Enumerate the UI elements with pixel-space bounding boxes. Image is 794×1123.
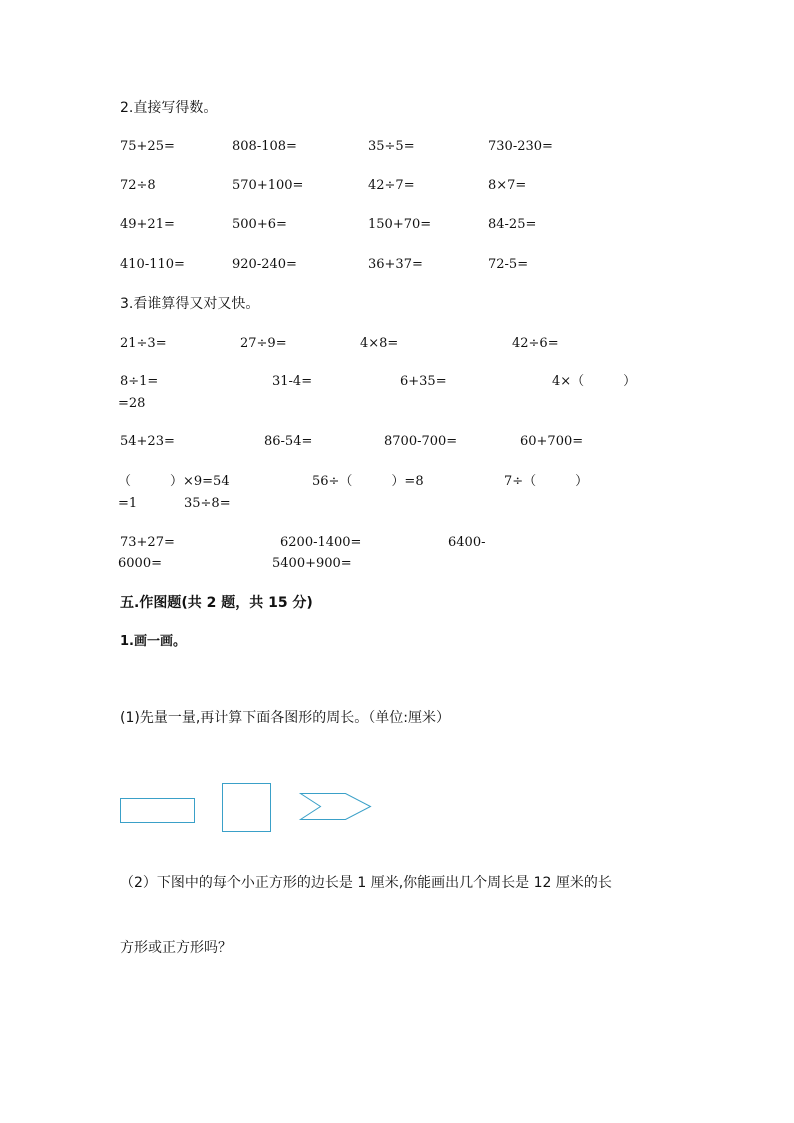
part-2-text-continued: 方形或正方形吗？ bbox=[120, 940, 232, 956]
problem: 72÷8 bbox=[120, 178, 156, 193]
problem: 84-25= bbox=[488, 217, 537, 232]
problem: 150+70= bbox=[368, 217, 432, 232]
square-figure bbox=[223, 784, 271, 832]
problem: 920-240= bbox=[232, 257, 297, 272]
problem: （ ）×9=54 bbox=[118, 474, 230, 489]
arrow-figure bbox=[301, 794, 371, 820]
problem: 56÷（ ）=8 bbox=[312, 474, 424, 489]
problem: 6400- bbox=[448, 535, 486, 550]
problem: 5400+900= bbox=[272, 556, 352, 571]
problem: 7÷（ ） bbox=[504, 474, 589, 489]
section-5-title: 五.作图题(共 2 题，共 15 分) bbox=[120, 595, 313, 611]
problem: 6200-1400= bbox=[280, 535, 362, 550]
problem-wrap: =28 bbox=[118, 396, 146, 411]
problem: 73+27= bbox=[120, 535, 175, 550]
rectangle-figure bbox=[121, 799, 195, 823]
problem: 86-54= bbox=[264, 434, 313, 449]
section-3-title: 3.看谁算得又对又快。 bbox=[120, 296, 260, 312]
problem: 75+25= bbox=[120, 139, 175, 154]
problem: 570+100= bbox=[232, 178, 304, 193]
problem: 500+6= bbox=[232, 217, 287, 232]
problem: 8×7= bbox=[488, 178, 527, 193]
part-1-text: (1)先量一量,再计算下面各图形的周长。（单位:厘米） bbox=[120, 710, 450, 726]
problem: 27÷9= bbox=[240, 336, 287, 351]
problem: 730-230= bbox=[488, 139, 553, 154]
problem: 6+35= bbox=[400, 374, 447, 389]
problem: 35÷5= bbox=[368, 139, 415, 154]
problem: 42÷6= bbox=[512, 336, 559, 351]
problem: 4×（ ） bbox=[552, 374, 637, 389]
problem: 8÷1= bbox=[120, 374, 159, 389]
problem: 21÷3= bbox=[120, 336, 167, 351]
problem: 42÷7= bbox=[368, 178, 415, 193]
problem: 4×8= bbox=[360, 336, 399, 351]
problem: 49+21= bbox=[120, 217, 175, 232]
problem-wrap: =1 bbox=[118, 496, 138, 511]
problem: 72-5= bbox=[488, 257, 529, 272]
problem: 35÷8= bbox=[184, 496, 231, 511]
problem: 54+23= bbox=[120, 434, 175, 449]
problem: 31-4= bbox=[272, 374, 313, 389]
problem: 8700-700= bbox=[384, 434, 458, 449]
problem-wrap: 6000= bbox=[118, 556, 162, 571]
problem: 36+37= bbox=[368, 257, 423, 272]
question-1-title: 1.画一画。 bbox=[120, 634, 186, 649]
problem: 410-110= bbox=[120, 257, 185, 272]
problem: 808-108= bbox=[232, 139, 297, 154]
problem: 60+700= bbox=[520, 434, 584, 449]
part-2-text: （2）下图中的每个小正方形的边长是 1 厘米,你能画出几个周长是 12 厘米的长 bbox=[120, 875, 612, 891]
section-2-title: 2.直接写得数。 bbox=[120, 100, 218, 116]
